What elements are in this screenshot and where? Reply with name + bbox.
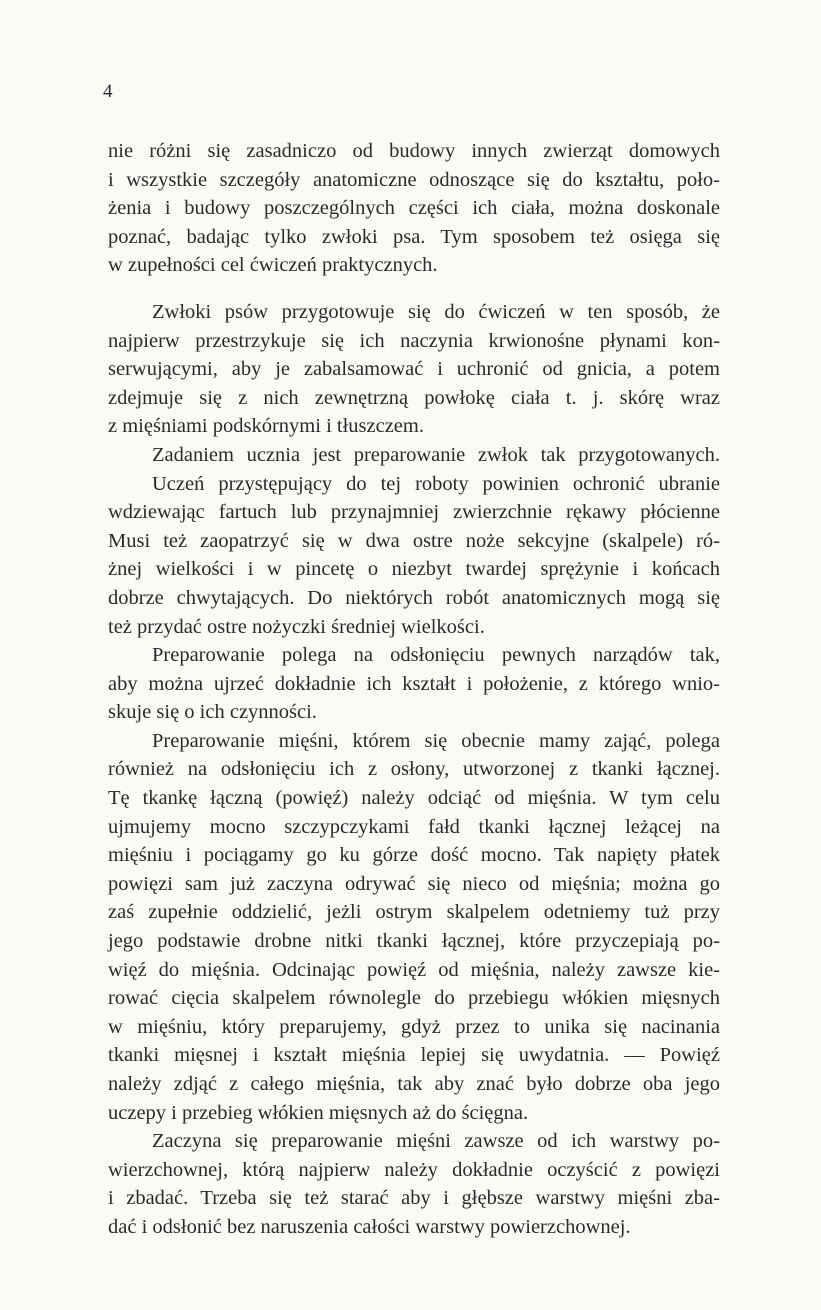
text-line: w mięśniu, który preparujemy, gdyż przez to unika się nacinania — [108, 1015, 720, 1038]
text-line: i wszystkie szczegóły anatomiczne odnoszące się do kształtu, poło- — [108, 168, 720, 191]
text-line: Musi też zaopatrzyć się w dwa ostre noże sekcyjne (skalpele) ró- — [108, 529, 720, 552]
text-line: żnej wielkości i w pincetę o niezbyt twardej sprężynie i końcach — [108, 558, 720, 581]
page-number: 4 — [103, 81, 113, 102]
text-line: w zupełności cel ćwiczeń praktycznych. — [108, 254, 438, 277]
text-line: dać i odsłonić bez naruszenia całości warstwy powierzchownej. — [108, 1215, 631, 1238]
text-line: wdziewając fartuch lub przynajmniej zwierzchnie rękawy płócienne — [108, 501, 720, 524]
text-line: najpierw przestrzykuje się ich naczynia krwionośne płynami kon- — [108, 329, 720, 352]
text-line: skuje się o ich czynności. — [108, 701, 317, 724]
text-line: dobrze chwytających. Do niektórych robót anatomicznych mogą się — [108, 586, 720, 609]
body-text — [108, 137, 720, 1242]
text-line: wierzchownej, którą najpierw należy dokładnie oczyścić z powięzi — [108, 1158, 720, 1181]
text-line: z mięśniami podskórnymi i tłuszczem. — [108, 415, 424, 438]
text-line: zaś zupełnie oddzielić, jeżli ostrym skalpelem odetniemy tuż przy — [108, 901, 720, 924]
text-line: Preparowanie mięśni, którem się obecnie mamy zająć, polega — [152, 729, 720, 752]
text-line: serwującymi, aby je zabalsamować i uchronić od gnicia, a potem — [108, 358, 720, 381]
text-line: Uczeń przystępujący do tej roboty powinien ochronić ubranie — [152, 472, 720, 495]
text-line: również na odsłonięciu ich z osłony, utworzonej z tkanki łącznej. — [108, 758, 720, 781]
text-line: rować cięcia skalpelem równolegle do przebiegu włókien mięsnych — [108, 987, 720, 1010]
text-line: żenia i budowy poszczególnych części ich ciała, można doskonale — [108, 197, 720, 220]
text-line: powięzi sam już zaczyna odrywać się nieco od mięśnia; można go — [108, 872, 720, 895]
text-line: jego podstawie drobne nitki tkanki łącznej, które przyczepiają po- — [108, 930, 720, 953]
text-line: ujmujemy mocno szczypczykami fałd tkanki łącznej leżącej na — [108, 815, 720, 838]
text-line: należy zdjąć z całego mięśnia, tak aby znać było dobrze oba jego — [108, 1073, 720, 1095]
text-line: uczepy i przebieg włókien mięsnych aż do ścięgna. — [108, 1101, 529, 1124]
text-line: nie różni się zasadniczo od budowy innych zwierząt domowych — [108, 140, 720, 162]
text-line: Preparowanie polega na odsłonięciu pewnych narządów tak, — [152, 644, 720, 667]
text-line: więź do mięśnia. Odcinając powięź od mięśnia, należy zawsze kie- — [108, 958, 720, 981]
text-line: i zbadać. Trzeba się też starać aby i głębsze warstwy mięśni zba- — [108, 1187, 720, 1210]
text-line: Zadaniem ucznia jest preparowanie zwłok tak przygotowanych. — [152, 443, 720, 466]
text-line: Zaczyna się preparowanie mięśni zawsze od ich warstwy po- — [152, 1130, 720, 1153]
text-line: tkanki mięsnej i kształt mięśnia lepiej się uwydatnia. — Powięź — [108, 1044, 720, 1067]
text-line: Zwłoki psów przygotowuje się do ćwiczeń w ten sposób, że — [152, 300, 720, 323]
text-line: mięśniu i pociągamy go ku górze dość mocno. Tak napięty płatek — [108, 844, 720, 867]
paragraph-gap — [108, 280, 720, 298]
text-line: aby można ujrzeć dokładnie ich kształt i położenie, z którego wnio- — [108, 672, 720, 695]
text-line: zdejmuje się z nich zewnętrzną powłokę ciała t. j. skórę wraz — [108, 386, 720, 409]
text-line: poznać, badając tylko zwłoki psa. Tym sposobem też osięga się — [108, 225, 720, 248]
text-line: Tę tkankę łączną (powięź) należy odciąć od mięśnia. W tym celu — [108, 787, 720, 810]
text-line: też przydać ostre nożyczki średniej wielkości. — [108, 615, 485, 638]
